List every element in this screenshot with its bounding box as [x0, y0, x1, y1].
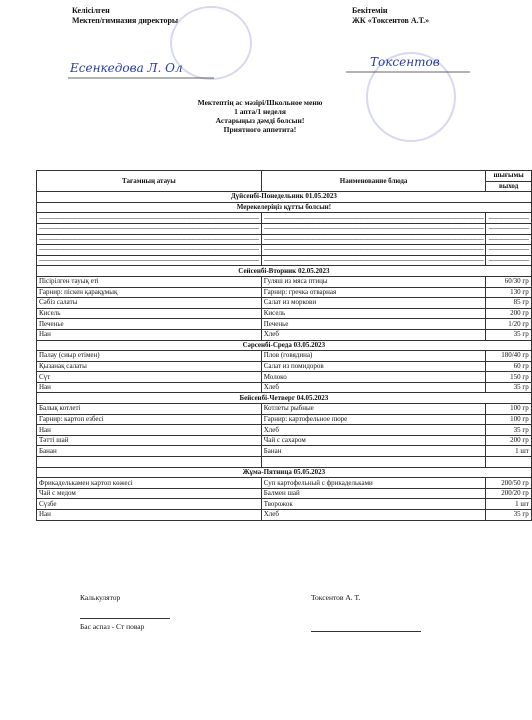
- dish-name-kz: Тәтті шай: [37, 435, 262, 446]
- day-title-row: [37, 340, 532, 351]
- table-row: [37, 425, 532, 436]
- dish-output: 60 гр: [486, 361, 531, 372]
- dish-output: 150 гр: [486, 372, 531, 383]
- blank-menu-row: [37, 223, 532, 234]
- table-row: [37, 351, 532, 362]
- dish-name-ru: Гарнир: картофельное пюре: [261, 414, 486, 425]
- table-row: [37, 510, 532, 521]
- dish-name-ru: Плов (говядина): [261, 351, 486, 362]
- dish-name-kz: Қызанақ салаты: [37, 361, 262, 372]
- blank-menu-row: [37, 213, 532, 224]
- blank-cell: ----------------------: [486, 213, 531, 224]
- director-label: Мектеп/гимназия директоры: [72, 16, 179, 25]
- approval-block-left: [72, 6, 178, 26]
- dish-name-kz: Палау (сиыр етімен): [37, 351, 262, 362]
- calculator-label: Калькулятор: [80, 593, 121, 602]
- dish-name-ru: Банан: [261, 446, 486, 457]
- dish-output: 130 гр: [486, 287, 531, 298]
- signature-left: [64, 52, 224, 82]
- dish-name-kz: Чай с медом: [37, 488, 262, 499]
- blank-cell: ------------------------------------------------------------------------------------------------------------------------: [261, 255, 486, 266]
- table-row: [37, 329, 532, 340]
- dish-name-ru: Хлеб: [261, 510, 486, 521]
- empty-cell: [37, 457, 262, 468]
- dish-output: 100 гр: [486, 414, 531, 425]
- dish-output: 35 гр: [486, 329, 531, 340]
- dish-name-kz: Кисель: [37, 308, 262, 319]
- table-row: [37, 382, 532, 393]
- blank-cell: ------------------------------------------------------------------------------------------------------------------------: [37, 234, 262, 245]
- day-subtitle: Мерекелеріңіз құтты болсын!: [37, 202, 532, 213]
- dish-name-kz: Гарнир: піскен қарақұмық: [37, 287, 262, 298]
- empty-cell: [486, 457, 531, 468]
- blank-cell: ----------------------: [486, 223, 531, 234]
- menu-title-line2: 1 апта/1 неделя: [234, 107, 286, 116]
- menu-table: [36, 170, 532, 521]
- dish-output: 35 гр: [486, 382, 531, 393]
- menu-title: [160, 98, 360, 134]
- dish-name-kz: Нан: [37, 510, 262, 521]
- blank-menu-row: [37, 234, 532, 245]
- blank-cell: ----------------------: [486, 234, 531, 245]
- table-row: [37, 319, 532, 330]
- dish-output: 180/40 гр: [486, 351, 531, 362]
- dish-output: 1/20 гр: [486, 319, 531, 330]
- dish-name-ru: Салат из помидоров: [261, 361, 486, 372]
- approve-label: Бекітемін: [352, 6, 388, 15]
- dish-name-ru: Печенье: [261, 319, 486, 330]
- table-row: [37, 435, 532, 446]
- day-title-row: [37, 266, 532, 277]
- signature-right: [344, 50, 474, 76]
- dish-name-kz: Печенье: [37, 319, 262, 330]
- dish-output: 200/50 гр: [486, 478, 531, 489]
- dish-name-kz: Нан: [37, 425, 262, 436]
- blank-cell: ------------------------------------------------------------------------------------------------------------------------: [261, 213, 486, 224]
- day-title: Жұма-Пятница 05.05.2023: [37, 467, 532, 478]
- dish-output: 200/20 гр: [486, 488, 531, 499]
- table-row: [37, 361, 532, 372]
- approval-block-right: [352, 6, 429, 26]
- dish-name-kz: Фрикаделькамен картоп көжесі: [37, 478, 262, 489]
- dish-name-kz: Гарнир: картоп езбесі: [37, 414, 262, 425]
- col-header-output-kz: шығымы: [486, 171, 531, 182]
- dish-name-kz: Сүзбе: [37, 499, 262, 510]
- table-row: [37, 478, 532, 489]
- table-row: [37, 276, 532, 287]
- table-row: [37, 287, 532, 298]
- blank-cell: ------------------------------------------------------------------------------------------------------------------------: [37, 223, 262, 234]
- dish-name-kz: Сүт: [37, 372, 262, 383]
- day-title: Бейсенбі-Четверг 04.05.2023: [37, 393, 532, 404]
- menu-title-line1: Мектептің ас мәзірі/Школьное меню: [197, 98, 323, 107]
- blank-cell: ------------------------------------------------------------------------------------------------------------------------: [261, 245, 486, 256]
- dish-output: 200 гр: [486, 308, 531, 319]
- dish-name-kz: Нан: [37, 329, 262, 340]
- table-row: [37, 404, 532, 415]
- blank-menu-row: [37, 245, 532, 256]
- table-row: [37, 446, 532, 457]
- signature-left-text: Есенкедова Л. Ол: [70, 61, 183, 75]
- dish-name-ru: Суп картофельный с фрикадельками: [261, 478, 486, 489]
- dish-name-ru: Хлеб: [261, 425, 486, 436]
- blank-cell: ------------------------------------------------------------------------------------------------------------------------: [37, 245, 262, 256]
- dish-output: 60/30 гр: [486, 276, 531, 287]
- chief-cook-signature-line: [311, 631, 421, 632]
- empty-cell: [261, 457, 486, 468]
- dish-name-ru: Кисель: [261, 308, 486, 319]
- empty-row: [37, 457, 532, 468]
- col-header-kz: Тағамның атауы: [37, 171, 262, 192]
- blank-cell: ----------------------: [486, 255, 531, 266]
- day-title-row: [37, 393, 532, 404]
- chief-cook-label: Бас аспаз - Ст повар: [80, 622, 145, 631]
- day-title: Сәрсенбі-Среда 03.05.2023: [37, 340, 532, 351]
- dish-name-ru: Хлеб: [261, 382, 486, 393]
- menu-title-line3: Астарыңыз дәмді болсын!: [215, 116, 305, 125]
- dish-output: 1 шт: [486, 499, 531, 510]
- dish-name-kz: Сәбіз салаты: [37, 298, 262, 309]
- dish-output: 200 гр: [486, 435, 531, 446]
- calculator-signature-line: [80, 618, 170, 619]
- menu-title-line4: Приятного аппетита!: [223, 125, 297, 134]
- blank-cell: ------------------------------------------------------------------------------------------------------------------------: [261, 223, 486, 234]
- dish-output: 35 гр: [486, 510, 531, 521]
- blank-cell: ----------------------: [486, 245, 531, 256]
- signature-right-text: Токсентов: [370, 55, 440, 69]
- blank-cell: ------------------------------------------------------------------------------------------------------------------------: [37, 213, 262, 224]
- table-row: [37, 372, 532, 383]
- dish-name-ru: Гуляш из мяса птицы: [261, 276, 486, 287]
- dish-name-ru: Творожок: [261, 499, 486, 510]
- calculator-name: Токсентов А. Т.: [311, 593, 361, 602]
- table-row: [37, 499, 532, 510]
- blank-cell: ------------------------------------------------------------------------------------------------------------------------: [37, 255, 262, 266]
- dish-name-ru: Молоко: [261, 372, 486, 383]
- dish-name-kz: Банан: [37, 446, 262, 457]
- col-header-output-ru: выход: [486, 181, 531, 192]
- dish-name-ru: Хлеб: [261, 329, 486, 340]
- dish-name-kz: Балық котлеті: [37, 404, 262, 415]
- dish-output: 35 гр: [486, 425, 531, 436]
- blank-menu-row: [37, 255, 532, 266]
- dish-output: 1 шт: [486, 446, 531, 457]
- entrepreneur-label: ЖК «Токсентов А.Т.»: [352, 16, 430, 25]
- table-row: [37, 308, 532, 319]
- dish-name-kz: Пісірілген тауық еті: [37, 276, 262, 287]
- dish-name-kz: Нан: [37, 382, 262, 393]
- table-row: [37, 488, 532, 499]
- table-row: [37, 414, 532, 425]
- table-header-row: [37, 171, 532, 182]
- dish-name-ru: Салат из моркови: [261, 298, 486, 309]
- dish-name-ru: Гарнир: гречка отварная: [261, 287, 486, 298]
- day-subtitle-row: [37, 202, 532, 213]
- col-header-ru: Наименование блюда: [261, 171, 486, 192]
- dish-name-ru: Котлеты рыбные: [261, 404, 486, 415]
- day-title: Сейсенбі-Вторник 02.05.2023: [37, 266, 532, 277]
- dish-name-ru: Чай с сахаром: [261, 435, 486, 446]
- dish-name-ru: Балмен шай: [261, 488, 486, 499]
- day-title: Дүйсенбі-Понедельник 01.05.2023: [37, 192, 532, 203]
- day-title-row: [37, 467, 532, 478]
- agreed-label: Келісілген: [72, 6, 110, 15]
- table-row: [37, 298, 532, 309]
- dish-output: 85 гр: [486, 298, 531, 309]
- dish-output: 100 гр: [486, 404, 531, 415]
- day-title-row: [37, 192, 532, 203]
- blank-cell: ------------------------------------------------------------------------------------------------------------------------: [261, 234, 486, 245]
